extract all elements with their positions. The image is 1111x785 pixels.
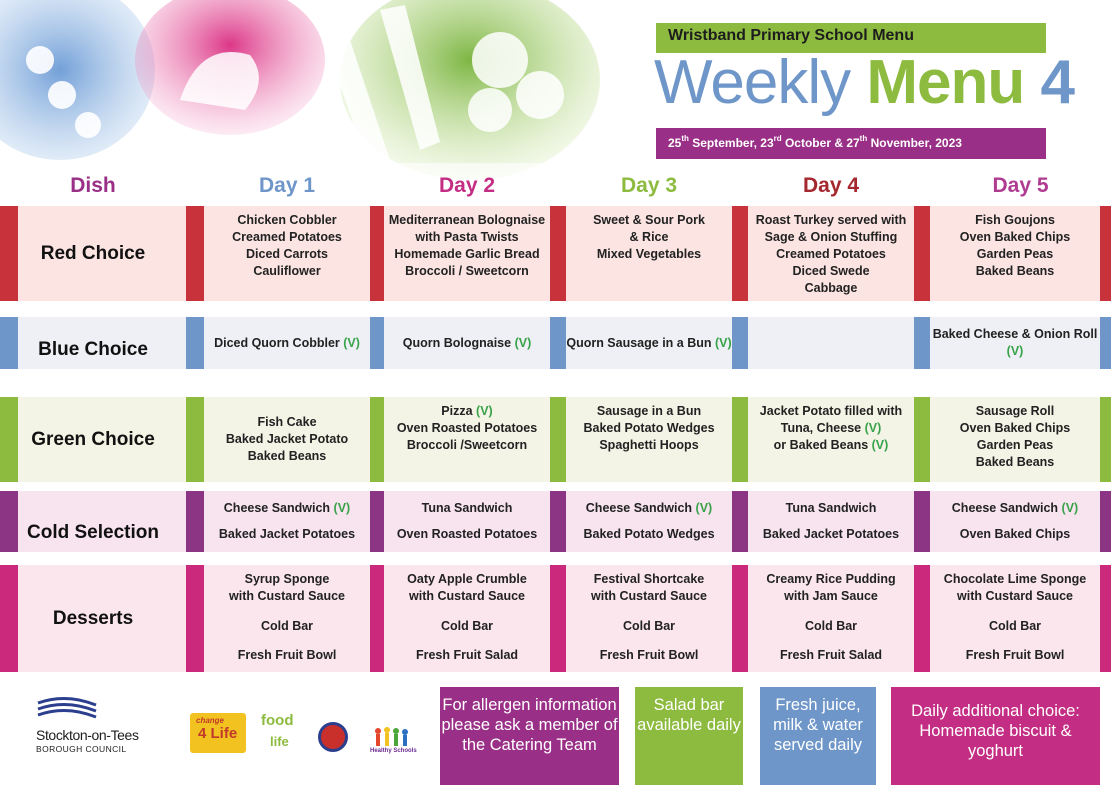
info-text: the Catering Team [462,736,597,754]
page-title [654,48,1074,117]
date-suffix: rd [773,134,782,143]
menu-cell-empty [748,317,914,369]
allergen-info-box [440,687,619,785]
vegetarian-mark: (V) [714,335,732,350]
menu-item-text: Cheese Sandwich [585,500,696,515]
row-label: Green Choice [0,397,186,482]
menu-item-group [748,571,914,605]
row-color-bar [186,397,204,482]
menu-item: Baked Beans [975,455,1055,469]
drinks-info-box [760,687,876,785]
row-color-bar [370,565,384,672]
menu-item: Roast Turkey served with [755,213,907,227]
row-color-bar [1100,317,1111,369]
column-header-dish: Dish [70,174,116,197]
menu-item: Broccoli / Sweetcorn [405,264,529,278]
food-for-life-logo-text: food [261,712,294,729]
row-color-bar [0,397,18,482]
date-text: September, 23 [688,136,774,150]
menu-item: Fresh Fruit Salad [415,648,519,662]
menu-item: Oven Roasted Potatoes [396,421,538,435]
menu-item: Garden Peas [976,438,1054,452]
food-for-life-logo-text: life [270,734,289,749]
column-header-day-3: Day 3 [566,163,732,205]
menu-item: Sage & Onion Stuffing [764,230,898,244]
row-color-bar [914,565,930,672]
menu-cell [204,565,370,672]
row-color-bar [186,565,204,672]
council-name: Stockton-on-Tees [36,727,139,743]
menu-item: Baked Potato Wedges [583,421,715,435]
menu-item: Baked Beans [247,449,327,463]
menu-item: Cold Bar [804,618,858,633]
menu-cell [930,317,1100,369]
menu-item: Homemade Garlic Bread [394,247,540,261]
menu-cell [748,491,914,552]
menu-cell [748,397,914,482]
info-text: served daily [773,736,863,754]
menu-item: Oven Baked Chips [959,230,1071,244]
menu-row-red-choice [0,206,1111,301]
menu-item: with Custard Sauce [591,589,707,603]
menu-item: Chicken Cobbler [237,213,337,227]
row-color-bar [186,317,204,369]
menu-cell [384,206,550,301]
row-color-bar [1100,397,1111,482]
row-color-bar [0,206,18,301]
menu-item: Tuna Sandwich [785,500,877,515]
row-color-bar [550,565,566,672]
menu-item: Syrup Sponge [244,572,330,586]
menu-item-text: or Baked Beans [773,438,872,452]
menu-cell [204,397,370,482]
row-color-bar [914,317,930,369]
menu-item [930,500,1100,517]
healthy-schools-text: Healthy Schools [370,748,417,754]
row-color-bar [550,397,566,482]
row-color-bar [1100,206,1111,301]
row-color-bar [1100,491,1111,552]
date-suffix: th [859,134,868,143]
vegetarian-mark: (V) [1061,500,1079,515]
menu-cell [384,317,550,369]
info-text: available daily [637,716,741,734]
menu-item: Mixed Vegetables [596,247,702,261]
vegetarian-mark: (V) [476,404,493,418]
info-text: Homemade biscuit & yoghurt [919,722,1072,760]
vegetarian-mark: (V) [343,335,360,350]
menu-item [566,500,732,517]
menu-item: Garden Peas [976,247,1054,261]
menu-cell [566,565,732,672]
vegetarian-mark: (V) [695,500,713,515]
row-color-bar [186,206,204,301]
menu-item: Fresh Fruit Bowl [237,648,337,662]
menu-cell [384,565,550,672]
menu-item: Mediterranean Bolognaise [388,213,546,227]
row-color-bar [914,206,930,301]
menu-cell [566,317,732,369]
menu-item: Sweet & Sour Pork [593,213,705,227]
menu-item: Fish Goujons [975,213,1055,227]
info-text: Salad bar [653,696,725,714]
row-label: Cold Selection [0,491,186,552]
menu-item: Baked Jacket Potatoes [218,527,356,542]
menu-cell [930,491,1100,552]
change4life-text: change [196,716,225,725]
additional-choice-box [891,687,1100,785]
menu-item: Fresh Fruit Bowl [599,648,699,662]
menu-item: Oven Baked Chips [959,527,1071,542]
date-suffix: th [681,134,689,143]
menu-item [384,403,550,420]
vegetarian-mark: (V) [1006,344,1024,358]
info-text: please ask a member of [441,716,618,734]
menu-item: Fresh Fruit Salad [779,648,883,662]
menu-item: Chocolate Lime Sponge [943,572,1087,586]
row-color-bar [0,491,18,552]
menu-item: Cold Bar [440,618,494,633]
menu-item: Oaty Apple Crumble [407,572,527,586]
vegetarian-mark: (V) [514,335,532,350]
menu-item: Cold Bar [622,618,676,633]
row-color-bar [914,397,930,482]
menu-cell [384,397,550,482]
menu-cell [930,206,1100,301]
stockton-council-logo-icon [36,695,186,725]
title-menu: Menu [866,48,1041,117]
menu-item: Spaghetti Hoops [599,438,699,452]
row-color-bar [550,491,566,552]
row-color-bar [732,317,748,369]
row-label: Red Choice [0,206,186,301]
info-text: milk & water [773,716,863,734]
menu-item: with Pasta Twists [415,230,519,244]
info-text: For allergen information [442,696,617,714]
council-subtitle: BOROUGH COUNCIL [36,744,127,754]
menu-item [748,420,914,437]
menu-cell [566,491,732,552]
info-text: Fresh juice, [775,696,861,714]
row-color-bar [1100,565,1111,672]
row-color-bar [0,317,18,369]
date-text: 25 [668,136,682,150]
row-color-bar [370,397,384,482]
column-header-day-4: Day 4 [748,163,914,205]
menu-item: Cauliflower [253,264,321,278]
menu-cell [566,397,732,482]
row-color-bar [732,206,748,301]
award-badge-icon [318,722,348,752]
row-color-bar [732,565,748,672]
menu-item: Diced Swede [792,264,870,278]
date-text: October & 27 [781,136,860,150]
vegetarian-mark: (V) [871,438,889,452]
menu-item: with Custard Sauce [409,589,525,603]
menu-item: Baked Jacket Potato [225,432,349,446]
menu-item [748,437,914,454]
menu-cell [930,565,1100,672]
menu-item-text: Quorn Sausage in a Bun [566,335,715,350]
menu-item: Baked Potato Wedges [583,527,715,542]
menu-item: with Jam Sauce [784,589,878,603]
menu-item-group [204,571,370,605]
menu-item-group [566,571,732,605]
menu-cell [204,491,370,552]
row-color-bar [550,206,566,301]
row-color-bar [732,491,748,552]
menu-item: Oven Baked Chips [959,421,1071,435]
menu-item: Creamed Potatoes [776,247,886,261]
menu-cell [930,397,1100,482]
change4life-text: 4 Life [198,725,238,742]
menu-cell [204,317,370,369]
menu-item: Broccoli /Sweetcorn [406,438,528,452]
menu-item: Festival Shortcake [593,572,705,586]
menu-item-text: Quorn Bolognaise [402,335,515,350]
menu-item: Baked Cheese & Onion Roll [932,327,1098,341]
row-color-bar [732,397,748,482]
menu-item-text: Tuna, Cheese [780,421,865,435]
menu-item: Cold Bar [260,618,314,633]
menu-item: Jacket Potato filled with [759,404,903,418]
menu-item [204,335,370,352]
menu-item: Baked Jacket Potatoes [762,527,900,542]
column-header-day-2: Day 2 [384,163,550,205]
info-text: Daily additional choice: [911,702,1080,720]
menu-row-green-choice [0,397,1111,482]
menu-item: Cabbage [804,281,858,295]
row-color-bar [914,491,930,552]
row-color-bar [0,565,18,672]
menu-cell [748,206,914,301]
menu-item: with Custard Sauce [957,589,1073,603]
menu-dates [656,128,1046,159]
salad-bar-box [635,687,743,785]
menu-item: with Custard Sauce [229,589,345,603]
row-label: Blue Choice [0,317,186,369]
menu-item: Fish Cake [257,415,317,429]
menu-row-cold-selection [0,491,1111,552]
menu-item-text: Pizza [441,404,477,418]
menu-cell [384,491,550,552]
menu-cell [204,206,370,301]
menu-item: Creamy Rice Pudding [766,572,896,586]
date-text: November, 2023 [867,136,962,150]
menu-row-desserts [0,565,1111,672]
menu-item [204,500,370,517]
menu-cell [566,206,732,301]
menu-item: Cold Bar [988,618,1042,633]
row-color-bar [370,206,384,301]
row-color-bar [186,491,204,552]
school-name-banner: Wristband Primary School Menu [656,23,1046,53]
menu-item: & Rice [629,230,669,244]
column-header-day-1: Day 1 [204,163,370,205]
menu-item: Baked Beans [975,264,1055,278]
menu-item: Diced Carrots [246,247,328,261]
menu-item-text: Cheese Sandwich [951,500,1062,515]
menu-row-blue-choice [0,317,1111,369]
menu-item-group [930,571,1100,605]
menu-item: Sausage Roll [975,404,1055,418]
menu-cell [748,565,914,672]
row-label: Desserts [0,565,186,672]
menu-item: Sausage in a Bun [596,404,702,418]
title-weekly: Weekly [654,48,867,117]
vegetarian-mark: (V) [333,500,351,515]
vegetarian-mark: (V) [864,421,882,435]
row-color-bar [370,491,384,552]
column-header-day-5: Day 5 [930,163,1111,205]
menu-item: Oven Roasted Potatoes [396,527,538,542]
menu-item [566,335,732,352]
row-color-bar [550,317,566,369]
title-number: 4 [1040,48,1074,117]
menu-item-group [384,571,550,605]
menu-item: Creamed Potatoes [232,230,342,244]
menu-item: Tuna Sandwich [421,500,513,515]
menu-item-text: Diced Quorn Cobbler [214,335,344,350]
menu-item-text: Cheese Sandwich [223,500,334,515]
menu-item: Fresh Fruit Bowl [965,648,1065,662]
menu-item [384,335,550,352]
row-color-bar [370,317,384,369]
